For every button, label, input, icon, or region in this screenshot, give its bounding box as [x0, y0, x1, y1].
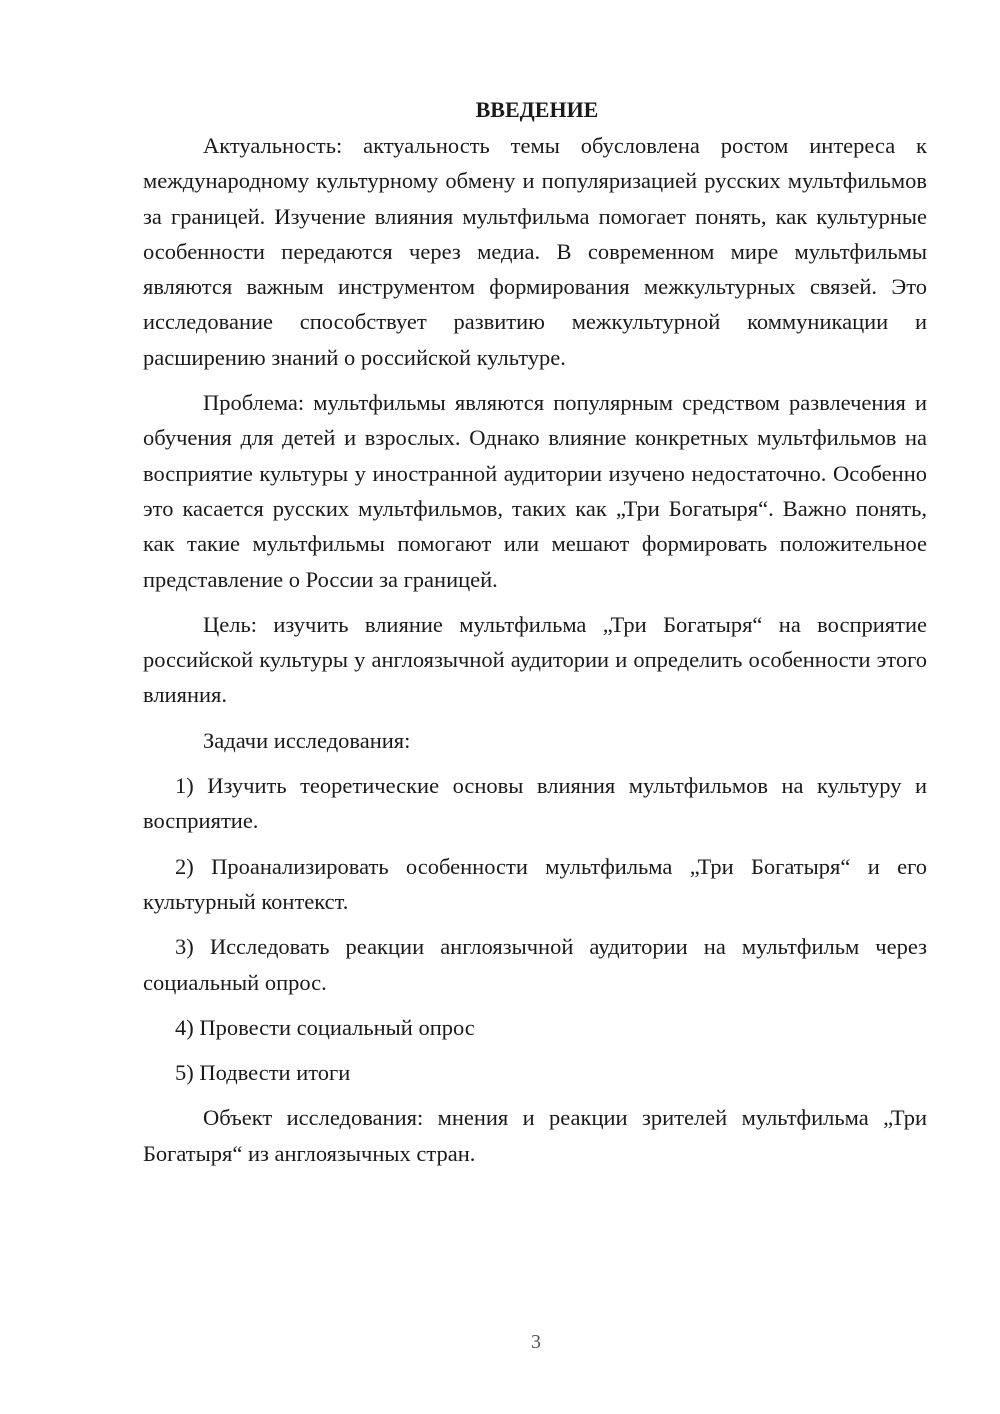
section-title: ВВЕДЕНИЕ — [475, 97, 599, 122]
tasks-heading: Задачи исследования: — [203, 727, 411, 753]
document-page — [143, 94, 927, 1171]
paragraph-relevance: Актуальность: актуальность темы обусловлена ростом интереса к международному культурному обмену и популяризацией русских мультфильмов за границей. Изучение влияния мультфильма помогает понять, как культурные особенности передаются через медиа. В современном мире мультфильмы являются важным инструментом формирования межкультурных связей. Это исследование способствует развитию межкультурной коммуникации и расширению знаний о российской культуре. — [143, 133, 927, 370]
task-item-1: 1) Изучить теоретические основы влияния мультфильмов на культуру и восприятие. — [143, 773, 927, 834]
task-item-3: 3) Исследовать реакции англоязычной аудитории на мультфильм через социальный опрос. — [143, 934, 927, 995]
paragraph-goal: Цель: изучить влияние мультфильма „Три Богатыря“ на восприятие российской культуры у англоязычной аудитории и определить особенности этого влияния. — [143, 611, 927, 708]
task-item-4: 4) Провести социальный опрос — [175, 1014, 475, 1040]
page-number: 3 — [531, 1331, 541, 1353]
task-item-5: 5) Подвести итоги — [175, 1060, 351, 1086]
task-item-2: 2) Проанализировать особенности мультфильма „Три Богатыря“ и его культурный контекст. — [143, 853, 927, 914]
paragraph-object: Объект исследования: мнения и реакции зрителей мультфильма „Три Богатыря“ из англоязычных стран. — [143, 1105, 927, 1166]
paragraph-problem: Проблема: мультфильмы являются популярным средством развлечения и обучения для детей и взрослых. Однако влияние конкретных мультфильмов на восприятие культуры у иностранной аудитории изучено недостаточно. Особенно это касается русских мультфильмов, таких как „Три Богатыря“. Важно понять, как такие мультфильмы помогают или мешают формировать положительное представление о России за границей. — [143, 390, 927, 592]
